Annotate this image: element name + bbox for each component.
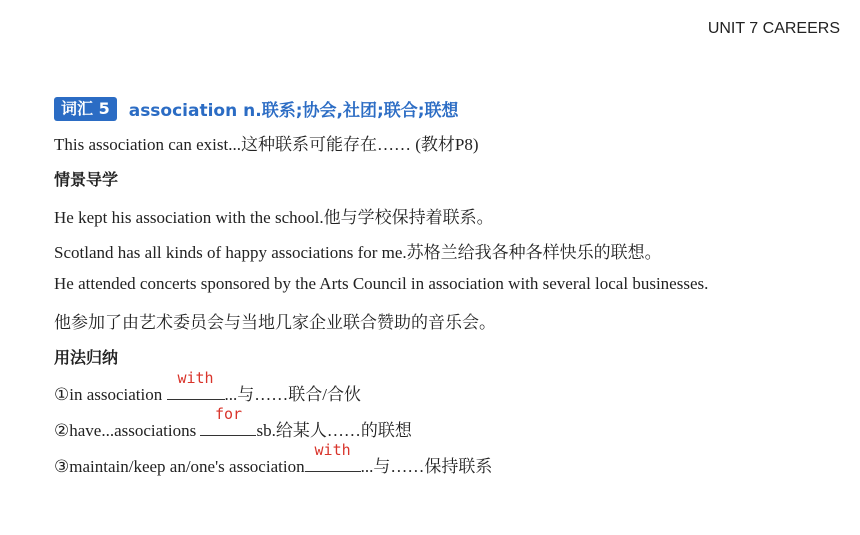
usage-suffix: ...与……联合/合伙	[224, 385, 361, 404]
usage-prefix: ①in association	[54, 385, 167, 404]
section-context-title: 情景导学	[54, 170, 119, 189]
answer-text: with	[177, 369, 214, 387]
answer-blank[interactable]	[167, 369, 225, 400]
section-usage-title: 用法归纳	[54, 348, 119, 367]
example-sentence: He attended concerts sponsored by the Arts Council in association with several local businesses.	[54, 274, 709, 293]
answer-blank[interactable]	[200, 405, 256, 436]
answer-blank[interactable]	[305, 441, 361, 472]
usage-item	[54, 441, 493, 477]
usage-item	[54, 405, 412, 441]
example-sentence: Scotland has all kinds of happy associations for me.苏格兰给我各种各样快乐的联想。	[54, 243, 662, 262]
example-sentence: He kept his association with the school.他与学校保持着联系。	[54, 208, 494, 227]
source-sentence: This association can exist...这种联系可能存在…… (教材P8)	[54, 135, 479, 154]
answer-text: for	[214, 405, 243, 423]
vocab-badge: 词汇 5	[54, 97, 117, 121]
answer-text: with	[314, 441, 351, 459]
usage-suffix: ...与……保持联系	[360, 457, 493, 476]
usage-item	[54, 369, 361, 405]
vocab-heading	[54, 96, 459, 121]
example-translation: 他参加了由艺术委员会与当地几家企业联合赞助的音乐会。	[54, 313, 496, 332]
unit-title: UNIT 7 CAREERS	[707, 20, 840, 37]
usage-suffix: sb.给某人……的联想	[256, 421, 412, 440]
usage-prefix: ③maintain/keep an/one's association	[54, 457, 305, 476]
usage-prefix: ②have...associations	[54, 421, 201, 440]
vocab-headword: association n.联系;协会,社团;联合;联想	[128, 101, 459, 121]
